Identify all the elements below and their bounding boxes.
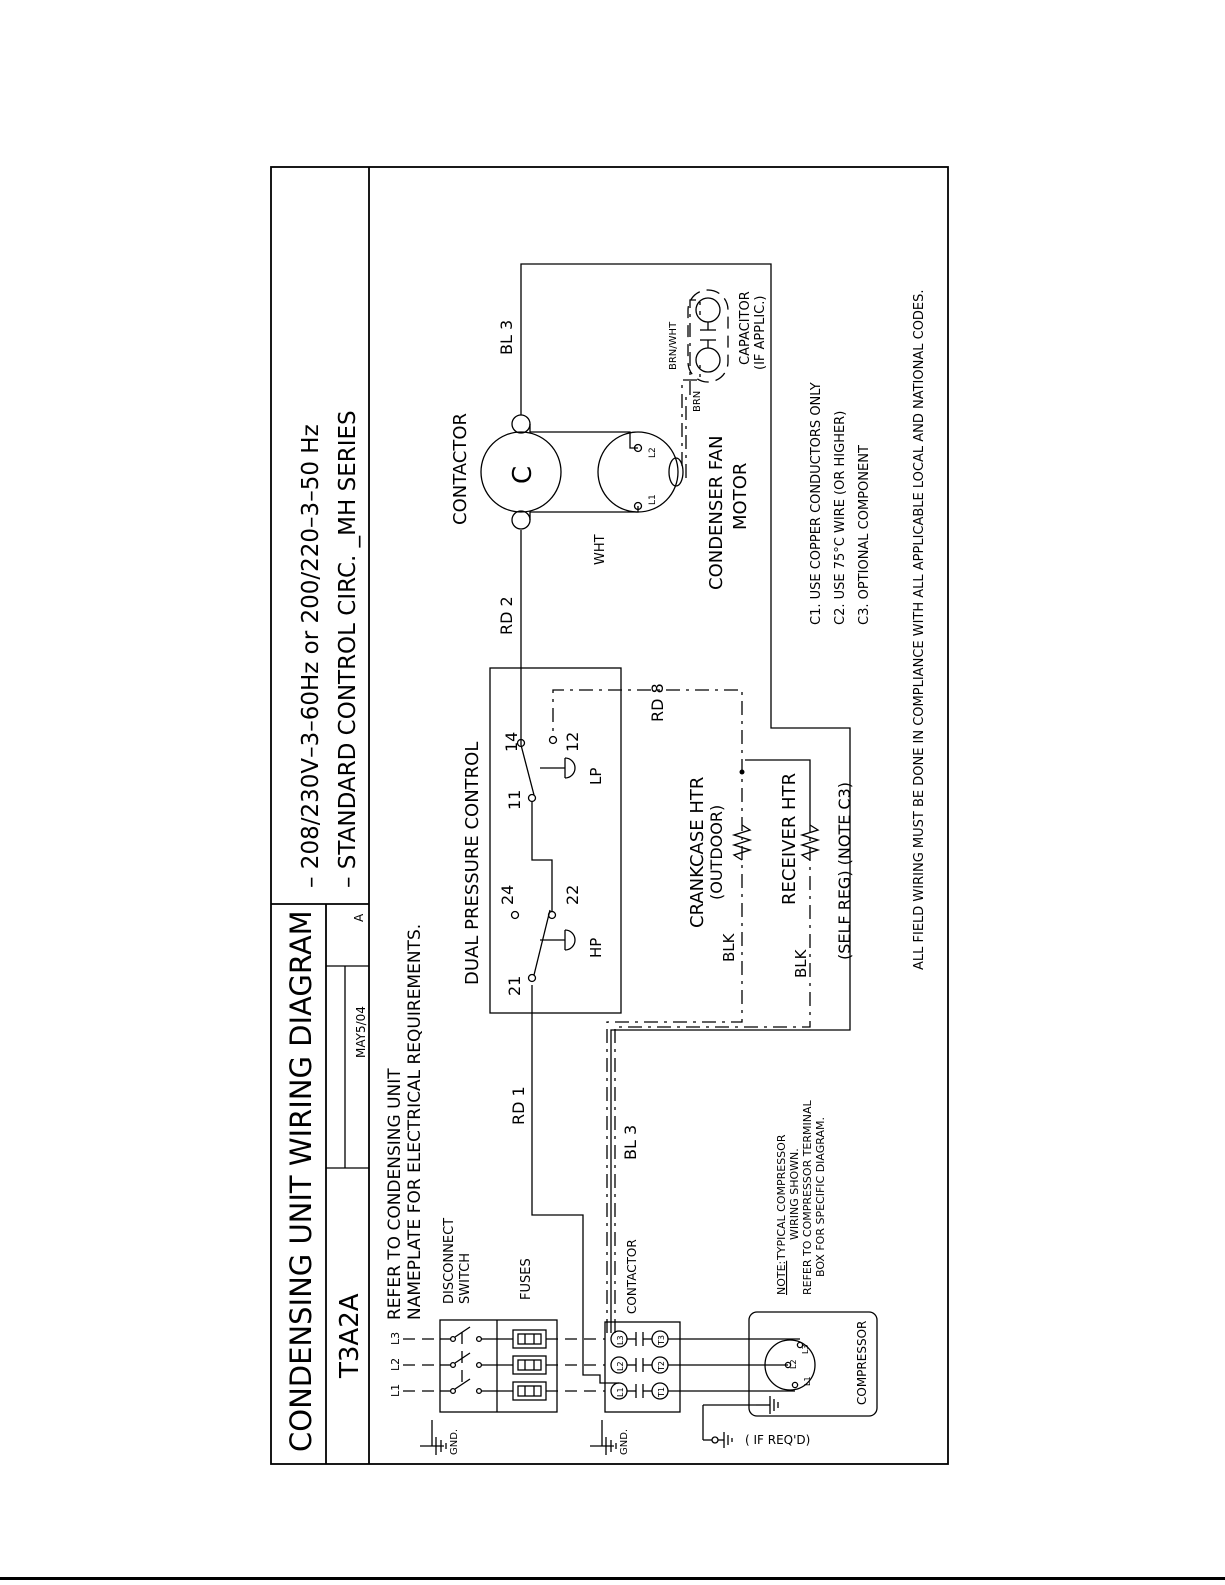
page-bottom-rule xyxy=(0,1577,1225,1580)
fuses xyxy=(513,1330,546,1400)
disconnect-switch-contacts xyxy=(440,1327,513,1393)
contactor-big-label: CONTACTOR xyxy=(450,412,471,525)
terminal-24: 24 xyxy=(498,884,517,905)
fan-motor-l2: L2 xyxy=(648,447,658,458)
wire-label-bl3-upper: BL 3 xyxy=(497,319,516,355)
line-label-l2: L2 xyxy=(389,1357,402,1371)
dual-pressure-label: DUAL PRESSURE CONTROL xyxy=(462,741,483,985)
terminal-14: 14 xyxy=(502,731,521,752)
line-label-l1: L1 xyxy=(389,1383,402,1397)
compressor-l3: L3 xyxy=(801,1344,810,1354)
gnd-label-1: GND. xyxy=(449,1428,460,1455)
revision-date: MAY5/04 xyxy=(354,1006,368,1058)
line-label-l3: L3 xyxy=(389,1331,402,1345)
lp-label: LP xyxy=(587,767,605,785)
terminal-l1: L1 xyxy=(616,1387,625,1397)
footer-compliance: ALL FIELD WIRING MUST BE DONE IN COMPLIANCE WITH ALL APPLICABLE LOCAL AND NATIONAL CODES. xyxy=(912,289,927,970)
refer-note-line1: REFER TO CONDENSING UNIT xyxy=(385,1068,405,1320)
compressor-note-line2: WIRING SHOWN. xyxy=(788,1148,801,1240)
hp-label: HP xyxy=(587,937,605,958)
model-number: T3A2A xyxy=(335,1293,365,1378)
terminal-t1: T1 xyxy=(657,1387,666,1397)
brn-label: BRN xyxy=(692,390,703,412)
terminal-l2: L2 xyxy=(616,1361,625,1371)
capacitor-label-2: (IF APPLIC.) xyxy=(753,295,768,370)
blk-label-1: BLK xyxy=(720,933,738,962)
header-control: – STANDARD CONTROL CIRC. _MH SERIES xyxy=(335,410,361,888)
wire-label-rd8: RD 8 xyxy=(648,683,667,722)
wire-rd1 xyxy=(532,985,619,1383)
contactor-small-label: CONTACTOR xyxy=(625,1239,639,1314)
compressor-label: COMPRESSOR xyxy=(855,1320,869,1405)
compressor-note-label: NOTE: xyxy=(775,1260,788,1295)
diagram-title: CONDENSING UNIT WIRING DIAGRAM xyxy=(284,910,318,1452)
revision-letter: A xyxy=(352,913,366,922)
brn-wht-label: BRN/WHT xyxy=(668,321,679,370)
wire-label-bl3-lower: BL 3 xyxy=(621,1124,640,1160)
ground-symbol-2 xyxy=(590,1420,616,1455)
compressor-note-line1: TYPICAL COMPRESSOR xyxy=(775,1134,788,1260)
compressor-l1: L1 xyxy=(803,1376,812,1386)
terminal-22: 22 xyxy=(563,884,582,905)
fan-motor-label-1: CONDENSER FAN xyxy=(706,435,727,590)
compressor-note-line4: BOX FOR SPECIFIC DIAGRAM. xyxy=(814,1117,827,1277)
capacitor-outline xyxy=(688,290,728,382)
fan-motor-l1: L1 xyxy=(648,494,658,505)
terminal-21: 21 xyxy=(505,975,524,996)
if-reqd-label: ( IF REQ'D) xyxy=(745,1433,811,1447)
capacitor-label-1: CAPACITOR xyxy=(738,291,753,365)
self-reg-label: (SELF REG) (NOTE C3) xyxy=(835,781,854,960)
receiver-label: RECEIVER HTR xyxy=(779,772,800,905)
pressure-switch-contacts xyxy=(512,737,576,982)
gnd-label-2: GND. xyxy=(619,1428,630,1455)
fuses-label: FUSES xyxy=(519,1258,534,1300)
fan-motor-label-2: MOTOR xyxy=(730,462,751,530)
dual-pressure-control-box xyxy=(490,668,621,1013)
disconnect-label-1: DISCONNECT xyxy=(442,1217,457,1304)
terminal-l3: L3 xyxy=(616,1335,625,1345)
note-c2: C2. USE 75°C WIRE (OR HIGHER) xyxy=(833,410,848,625)
header-voltage: – 208/230V–3–60Hz or 200/220–3–50 Hz xyxy=(298,424,324,888)
compressor-l2: L2 xyxy=(789,1359,798,1369)
refer-note-line2: NAMEPLATE FOR ELECTRICAL REQUIREMENTS. xyxy=(405,923,425,1320)
disconnect-label-2: SWITCH xyxy=(458,1253,473,1304)
ground-symbol-1 xyxy=(420,1420,446,1455)
wht-label: WHT xyxy=(593,534,608,565)
wire-label-rd1: RD 1 xyxy=(509,1086,528,1125)
terminal-11: 11 xyxy=(505,789,524,810)
terminal-12: 12 xyxy=(563,731,582,752)
note-c1: C1. USE COPPER CONDUCTORS ONLY xyxy=(809,382,824,625)
crankcase-label-1: CRANKCASE HTR xyxy=(687,776,708,928)
compressor-note-line3: REFER TO COMPRESSOR TERMINAL xyxy=(801,1100,814,1295)
wire-label-rd2: RD 2 xyxy=(497,596,516,635)
terminal-t2: T2 xyxy=(657,1361,666,1371)
terminal-t3: T3 xyxy=(657,1335,666,1345)
blk-label-2: BLK xyxy=(792,949,810,978)
note-c3: C3. OPTIONAL COMPONENT xyxy=(857,445,872,625)
contactor-coil-letter: C xyxy=(508,465,538,484)
crankcase-label-2: (OUTDOOR) xyxy=(707,804,726,900)
